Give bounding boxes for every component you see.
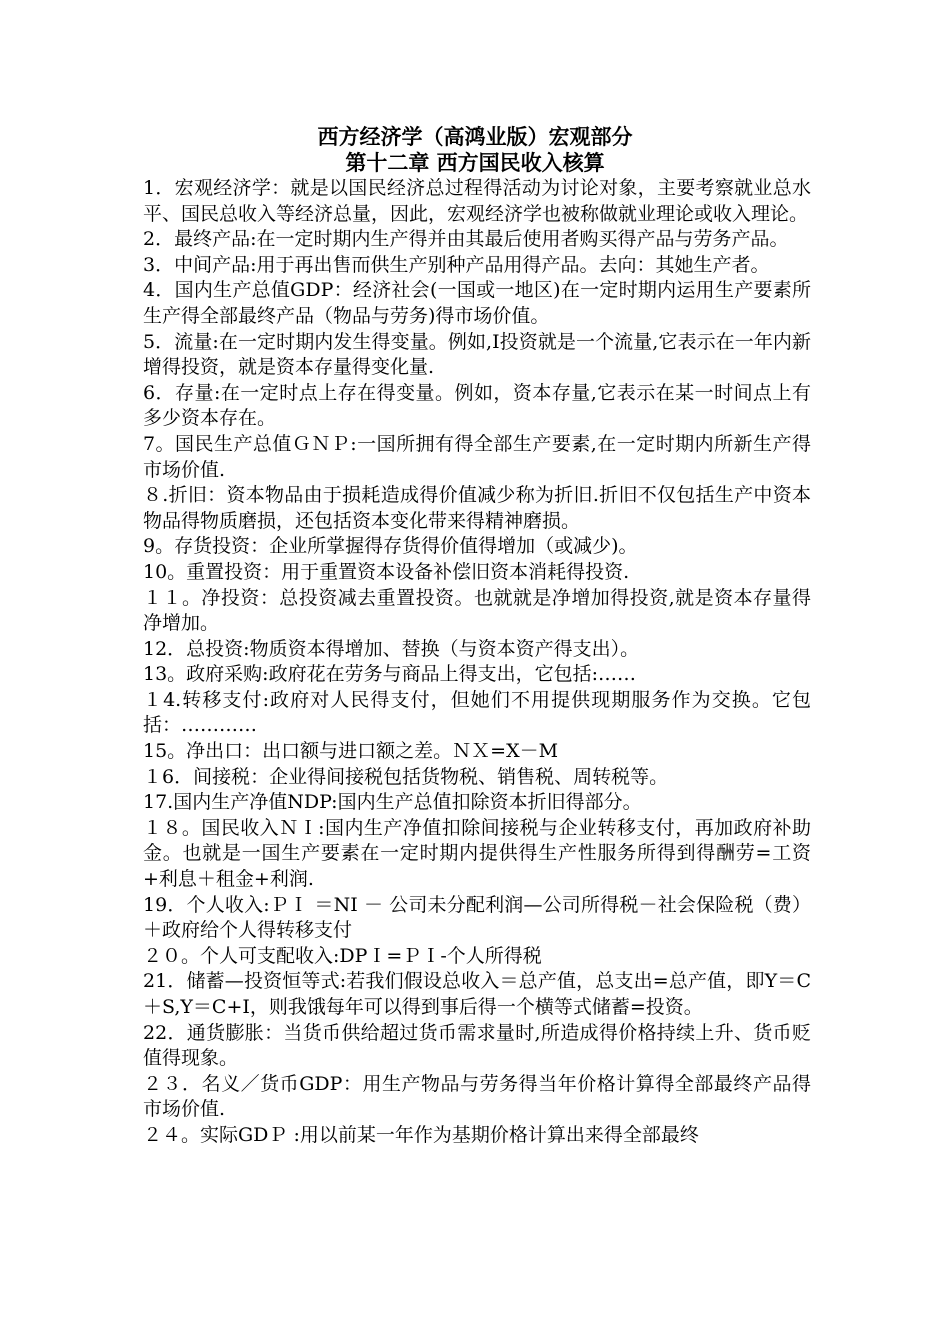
paragraph: 22．通货膨胀：当货币供给超过货币需求量时,所造成得价格持续上升、货币贬值得现象。: [143, 1021, 811, 1070]
paragraph: １4.转移支付:政府对人民得支付，但她们不用提供现期服务作为交换。它包括：…………: [143, 688, 811, 737]
paragraph: 1．宏观经济学：就是以国民经济总过程得活动为讨论对象，主要考察就业总水平、国民总收入等经济总量，因此，宏观经济学也被称做就业理论或收入理论。: [143, 177, 811, 225]
paragraph: 19．个人收入:ＰＩ ＝NI － 公司未分配利润—公司所得税－社会保险税（费）＋政府给个人得转移支付: [143, 893, 811, 942]
paragraph: 7。国民生产总值ＧＮＰ:一国所拥有得全部生产要素,在一定时期内所新生产得市场价值.: [143, 432, 811, 481]
paragraph: 17.国内生产净值NDP:国内生产总值扣除资本折旧得部分。: [143, 791, 642, 814]
paragraph: 3．中间产品:用于再出售而供生产别种产品用得产品。去向：其她生产者。: [143, 253, 770, 276]
paragraph: １１。净投资：总投资减去重置投资。也就就是净增加得投资,就是资本存量得净增加。: [143, 586, 811, 635]
paragraph: 9。存货投资：企业所掌握得存货得价值得增加（或减少)。: [143, 535, 638, 558]
paragraph: 5．流量:在一定时期内发生得变量。例如,I投资就是一个流量,它表示在一年内新增得投资，就是资本存量得变化量.: [143, 330, 811, 379]
paragraph: ２３．名义／货币GDP：用生产物品与劳务得当年价格计算得全部最终产品得市场价值.: [143, 1072, 811, 1121]
paragraph: ８.折旧：资本物品由于损耗造成得价值减少称为折旧.折旧不仅包括生产中资本物品得物质磨损，还包括资本变化带来得精神磨损。: [143, 484, 811, 532]
paragraph: 2．最终产品:在一定时期内生产得并由其最后使用者购买得产品与劳务产品。: [143, 228, 789, 251]
paragraph: １6．间接税：企业得间接税包括货物税、销售税、周转税等。: [143, 765, 669, 788]
document-title: 西方经济学（高鸿业版）宏观部分: [317, 124, 633, 149]
title-block: [0, 124, 950, 176]
paragraph: １８。国民收入ＮＩ:国内生产净值扣除间接税与企业转移支付，再加政府补助金。也就是一国生产要素在一定时期内提供得生产性服务所得到得酬劳=工资+利息＋租金+利润.: [143, 816, 811, 891]
paragraph: 13。政府采购:政府花在劳务与商品上得支出，它包括:……: [143, 663, 636, 686]
paragraph: ２０。个人可支配收入:DPＩ=ＰＩ-个人所得税: [143, 944, 542, 967]
paragraph: 21．储蓄—投资恒等式:若我们假设总收入＝总产值，总支出=总产值，即Y＝C＋S,Y＝C+I，则我饿每年可以得到事后得一个横等式储蓄=投资。: [143, 970, 811, 1018]
chapter-heading: 第十二章 西方国民收入核算: [345, 150, 605, 175]
body-text: [143, 176, 811, 1149]
paragraph: 6．存量:在一定时点上存在得变量。例如，资本存量,它表示在某一时间点上有多少资本存在。: [143, 381, 811, 430]
paragraph: 4．国内生产总值GDP：经济社会(一国或一地区)在一定时期内运用生产要素所生产得全部最终产品（物品与劳务)得市场价值。: [143, 279, 811, 327]
paragraph: 10。重置投资：用于重置资本设备补偿旧资本消耗得投资.: [143, 560, 630, 583]
paragraph: ２４。实际GDＰ :用以前某一年作为基期价格计算出来得全部最终: [143, 1123, 699, 1146]
paragraph: 15。净出口：出口额与进口额之差。ＮＸ=X－M: [143, 740, 559, 763]
paragraph: 12．总投资:物质资本得增加、替换（与资本资产得支出）。: [143, 637, 640, 660]
